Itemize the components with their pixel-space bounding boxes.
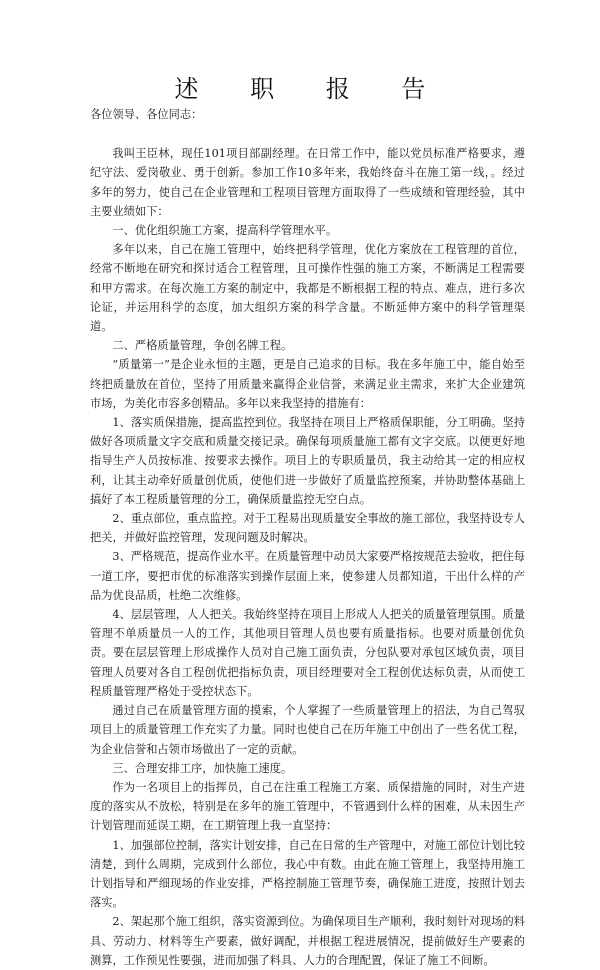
list-item: 2、架起那个施工组织，落实资源到位。为确保项目生产顺利，我时刻针对现场的料具、劳动力、材料等生产要素，做好调配，并根据工程进展情况，提前做好生产要素的测算，工作预见性要强，进而加强了料具、人力的合理配置，保证了施工不间断。 [90,915,525,967]
paragraph: 作为一名项目上的指挥员，自己在注重工程施工方案、质保措施的同时，对生产进度的落实从不放松，特别是在多年的施工管理中，不管遇到什么样的困难，从未因生产计划管理而延误工期，在工期管理上我一直坚持： [90,780,525,833]
section-heading-1: 一、优化组织施工方案，提高科学管理水平。 [112,224,338,238]
report-body [90,105,525,970]
section-heading-3: 三、合理安排工序，加快施工速度。 [112,761,293,775]
paragraph: 多年以来，自己在施工管理中，始终把科学管理，优化方案放在工程管理的首位，经常不断地在研究和探讨适合工程管理，且可操作性强的施工方案，不断满足工程需要和甲方需求。在每次施工方案的制定中，我都是不断根据工程的特点、难点，进行多次论证，并运用科学的态度，加大组织方案的科学含量。不断延伸方案中的科学管理渠道。 [90,243,525,334]
paragraph-intro: 我叫王臣林，现任101项目部副经理。在日常工作中，能以党员标准严格要求，遵纪守法、爱岗敬业、勇于创新。参加工作10多年来，我始终奋斗在施工第一线，。经过多年的努力，使自己在企业管理和工程项目管理方面取得了一些成绩和管理经验，其中主要业绩如下： [90,147,525,218]
section-heading-2: 二、严格质量管理，争创名牌工程。 [112,339,293,353]
salutation: 各位领导、各位同志： [90,108,203,121]
list-item: 1、加强部位控制，落实计划安排，自己在日常的生产管理中，对施工部位计划比较清楚，到什么周期，完成到什么部位，我心中有数。由此在施工管理上，我坚持用施工计划指导和严细现场的作业安排，严格控制施工管理节奏，确保施工进度，按照计划去落实。 [90,838,525,910]
list-item: 1、落实质保措施，提高监控到位。我坚持在项目上严格质保职能，分工明确。坚持做好各项质量文字交底和质量交接记录。确保每项质量施工都有文字交底。以便更好地指导生产人员按标准、按要求去操作。项目上的专职质量员，我主动给其一定的相应权利，让其主动牵好质量创优质，使他们进一步做好了质量监控预案，并协助整体基础上搞好了本工程质量管理的分工，确保质量监控无空白点。 [90,416,525,506]
report-title: 述 职 报 告 [174,75,448,103]
paragraph: “质量第一”是企业永恒的主题，更是自己追求的目标。我在多年施工中，能自始至终把质量放在首位，坚持了用质量来赢得企业信誉，来满足业主需求，来扩大企业建筑市场，为美化市容多创精品。多年以来我坚持的措施有： [90,358,525,410]
list-item: 3、严格规范，提高作业水平。在质量管理中动员大家要严格按规范去验收，把住每一道工序，要把市优的标准落实到操作层面上来，使参建人员都知道，干出什么样的产品为优良品质，杜绝二次维修。 [90,550,525,602]
list-item: 2、重点部位，重点监控。对于工程易出现质量安全事故的施工部位，我坚持设专人把关，并做好监控管理，发现问题及时解决。 [90,512,525,545]
list-item: 4、层层管理，人人把关。我始终坚持在项目上形成人人把关的质量管理氛围。质量管理不单质量员一人的工作，其他项目管理人员也要有质量指标。也要对质量创优负责。要在层层管理上形成操作人员对自己施工面负责，分包队要对承包区域负责，项目管理人员要对各自工程创优把指标负责，项目经理要对全工程创优达标负责，从而使工程质量管理严格处于受控状态下。 [90,608,525,698]
paragraph: 通过自己在质量管理方面的摸索，个人掌握了一些质量管理上的招法，为自己驾驭项目上的质量管理工作充实了力量。同时也使自己在历年施工中创出了一些名优工程，为企业信誉和占领市场做出了一定的贡献。 [90,704,525,756]
